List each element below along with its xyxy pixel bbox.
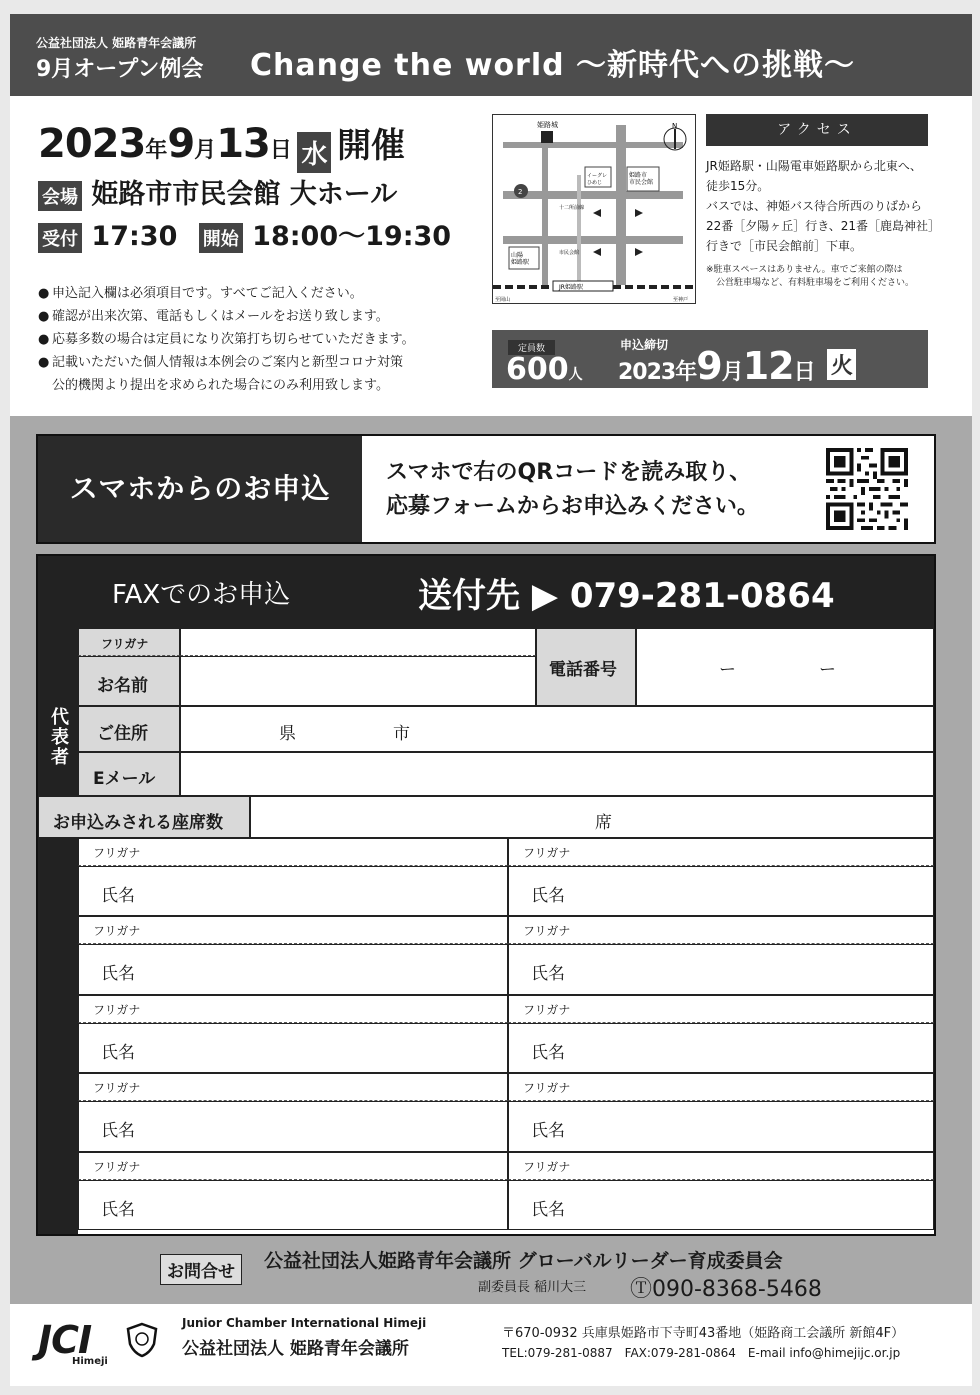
attendee-furigana-input[interactable] <box>508 838 934 866</box>
representative-label: 代表者 <box>38 628 78 796</box>
attendee-furigana-label: フリガナ <box>93 1159 141 1174</box>
map-right-dir: 至神戸 <box>673 297 689 303</box>
quota-deadline-box <box>492 330 928 388</box>
phone-input[interactable]: ー ー <box>636 628 934 706</box>
smartphone-apply-box <box>36 434 936 544</box>
parking-note: ※駐車スペースはありません。車でご来館の際は 公営駐車場など、有料駐車場をご利用ください。 <box>706 265 915 288</box>
footer-org-ja: 公益社団法人 姫路青年会議所 <box>182 1339 409 1359</box>
attendee-furigana-input[interactable] <box>78 838 508 866</box>
attendee-name-label: 氏名 <box>531 886 565 906</box>
jci-logo-sub: Himeji <box>72 1356 108 1367</box>
attendee-furigana-label: フリガナ <box>523 924 571 939</box>
fax-apply-label: FAXでのお申込 <box>112 580 291 610</box>
deadline-date: 2023年9月12日 火 <box>618 344 856 388</box>
attendee-furigana-input[interactable] <box>508 916 934 944</box>
start-tag: 開始 <box>199 223 243 253</box>
contact-block <box>160 1246 960 1302</box>
header-event: 9月オープン例会 <box>36 57 204 82</box>
deadline-label: 申込締切 <box>620 338 669 352</box>
map-hall-label: 姫路市市民会館 <box>629 172 654 186</box>
header-bar <box>10 14 972 96</box>
map-eegure-label: イーグレひめじ <box>587 173 608 186</box>
map-road2-label: 市民会館 <box>559 250 580 256</box>
contact-org: 公益社団法人姫路青年会議所 グローバルリーダー育成委員会 <box>264 1250 783 1272</box>
fax-destination: 送付先 ▶ 079-281-0864 <box>418 576 835 616</box>
rep-furigana-label: フリガナ <box>78 628 180 656</box>
attendee-furigana-input[interactable] <box>78 1152 508 1180</box>
fax-form <box>36 554 936 1236</box>
fax-header <box>38 556 934 628</box>
attendee-name-input[interactable] <box>508 944 934 994</box>
attendee-furigana-input[interactable] <box>78 916 508 944</box>
map-sanyo-label: 山陽姫路駅 <box>511 252 530 266</box>
footer <box>10 1304 972 1386</box>
attendee-name-input[interactable] <box>78 944 508 994</box>
attendee-furigana-input[interactable] <box>78 1073 508 1101</box>
weekday-badge: 水 <box>297 132 331 173</box>
attendee-name-input[interactable] <box>78 866 508 916</box>
map-jr-label: JR姫路駅 <box>559 284 583 291</box>
address-label: ご住所 <box>78 706 180 752</box>
note-item: 公的機関より提出を求められた場合にのみ利用致します。 <box>52 378 389 393</box>
attendee-furigana-input[interactable] <box>508 1152 934 1180</box>
map-route-number: 2 <box>518 188 523 196</box>
contact-phone[interactable]: Ⓣ090-8368-5468 <box>630 1277 822 1302</box>
seats-input[interactable]: 席 <box>250 796 934 838</box>
email-input[interactable] <box>180 752 934 796</box>
note-item: ● 記載いただいた個人情報は本例会のご案内と新型コロナ対策 <box>38 355 404 370</box>
phone-label: 電話番号 <box>536 628 636 706</box>
attendee-furigana-label: フリガナ <box>523 1002 571 1017</box>
reception-time: 17:30 <box>91 221 178 252</box>
attendee-furigana-label: フリガナ <box>93 1002 141 1017</box>
deadline-weekday: 火 <box>827 349 856 380</box>
attendee-furigana-label: フリガナ <box>93 846 141 860</box>
rep-name-label: お名前 <box>78 656 180 706</box>
rep-name-input[interactable] <box>180 656 536 706</box>
attendee-furigana-label: フリガナ <box>93 1081 141 1096</box>
notes-list <box>38 282 478 397</box>
attendee-name-label: 氏名 <box>101 1042 135 1063</box>
attendee-name-input[interactable] <box>508 866 934 916</box>
attendee-name-input[interactable] <box>78 1023 508 1073</box>
header-catchphrase: Change the world ～新時代への挑戦～ <box>250 48 856 83</box>
attendee-name-label: 氏名 <box>101 964 135 985</box>
footer-address: 〒670-0932 兵庫県姫路市下寺町43番地（姫路商工会議所 新館4F） <box>502 1326 905 1341</box>
contact-person: 副委員長 稲川大三 <box>478 1280 587 1295</box>
venue-line <box>38 172 397 211</box>
attendee-furigana-label: フリガナ <box>523 846 571 860</box>
note-item: ● 申込記入欄は必須項目です。すべてご記入ください。 <box>38 286 363 301</box>
time-line <box>38 214 451 253</box>
flyer <box>10 14 972 1386</box>
access-directions: JR姫路駅・山陽電車姫路駅から北東へ、 徒歩15分。 バスでは、神姫バス待合所西のりばから 22番［夕陽ヶ丘］行き、21番［鹿島神社］ 行きで［市民会館前］下車。 <box>706 159 941 253</box>
attendee-name-label: 氏名 <box>101 1121 135 1142</box>
map-castle-label: 姫路城 <box>537 121 558 129</box>
venue-name: 姫路市市民会館 大ホール <box>91 179 398 210</box>
smartphone-instructions: スマホで右のQRコードを読み取り、 応募フォームからお申込みください。 <box>386 460 759 519</box>
map-north-label: N <box>672 122 678 130</box>
attendee-name-label: 氏名 <box>531 1121 565 1142</box>
header-org: 公益社団法人 姫路青年会議所 <box>36 36 197 50</box>
jci-logo: JCI <box>38 1318 92 1362</box>
attendee-furigana-input[interactable] <box>508 1073 934 1101</box>
venue-tag: 会場 <box>38 181 82 211</box>
event-date: 2023年9月13日 水 開催 <box>38 118 405 173</box>
attendee-name-label: 氏名 <box>531 964 565 985</box>
quota-value: 600人 <box>506 352 583 387</box>
jci-shield-icon <box>126 1322 158 1358</box>
attendee-name-input[interactable] <box>78 1101 508 1151</box>
attendee-name-label: 氏名 <box>531 1042 565 1063</box>
attendee-side-bar <box>38 838 78 1234</box>
map-left-dir: 至岡山 <box>495 297 511 303</box>
attendee-name-label: 氏名 <box>101 886 135 906</box>
attendee-furigana-label: フリガナ <box>93 924 141 939</box>
held-label: 開催 <box>337 126 406 166</box>
attendee-name-input[interactable] <box>508 1023 934 1073</box>
note-item: ● 応募多数の場合は定員になり次第打ち切らせていただきます。 <box>38 332 415 347</box>
quota-label: 定員数 <box>508 340 555 355</box>
note-item: ● 確認が出来次第、電話もしくはメールをお送り致します。 <box>38 309 389 324</box>
attendee-name-input[interactable] <box>508 1101 934 1151</box>
map-road1-label: 十二所前線 <box>559 205 585 211</box>
access-map <box>492 114 696 304</box>
rep-furigana-input[interactable] <box>180 628 536 656</box>
event-time: 18:00～19:30 <box>252 221 452 252</box>
smartphone-apply-label: スマホからのお申込 <box>38 436 362 542</box>
attendee-name-input[interactable] <box>78 1180 508 1230</box>
attendee-furigana-input[interactable] <box>78 995 508 1023</box>
footer-contacts: TEL:079-281-0887 FAX:079-281-0864 E-mail info@himejijc.or.jp <box>502 1346 901 1360</box>
attendee-name-label: 氏名 <box>101 1199 135 1220</box>
attendee-furigana-input[interactable] <box>508 995 934 1023</box>
footer-org-en: Junior Chamber International Himeji <box>182 1316 427 1330</box>
attendee-name-label: 氏名 <box>531 1199 565 1220</box>
attendee-furigana-label: フリガナ <box>523 1159 571 1174</box>
contact-label: お問合せ <box>160 1254 242 1285</box>
address-input[interactable]: 県 市 <box>180 706 934 752</box>
email-label: Eメール <box>78 752 180 796</box>
reception-tag: 受付 <box>38 223 82 253</box>
access-title: アクセス <box>706 114 928 146</box>
qr-code-icon[interactable] <box>826 448 908 530</box>
attendee-name-input[interactable] <box>508 1180 934 1230</box>
seats-label: お申込みされる座席数 <box>38 796 250 838</box>
attendee-furigana-label: フリガナ <box>523 1081 571 1096</box>
